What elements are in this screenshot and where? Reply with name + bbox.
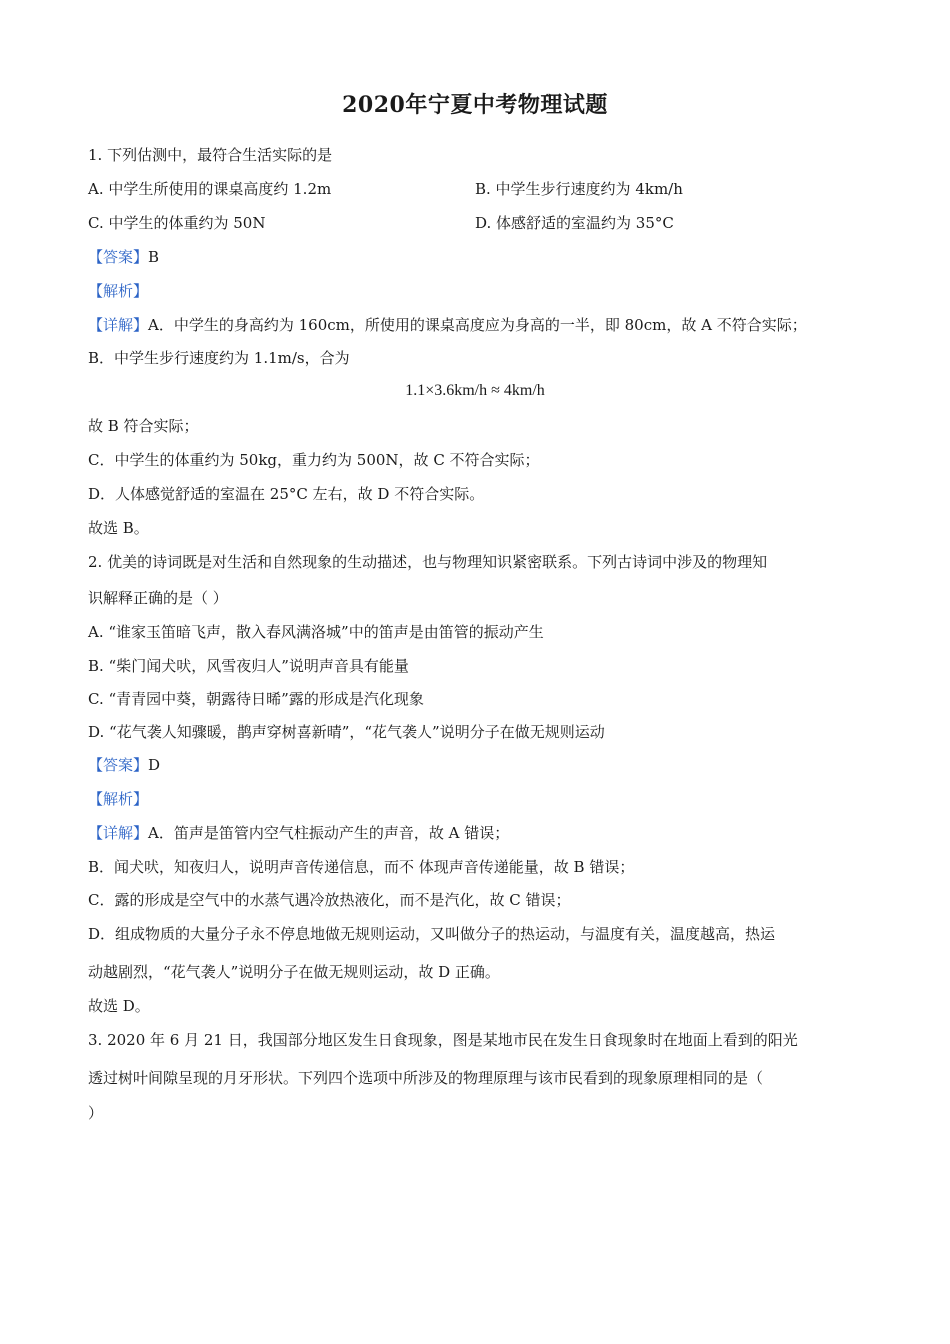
question-3-stem-line3: ）: [88, 1104, 104, 1122]
q1-detail-a: [88, 315, 807, 335]
q2-detail-d-line1: D．组成物质的大量分子永不停息地做无规则运动，又叫做分子的热运动，与温度有关，温度越高，热运: [88, 925, 776, 943]
page-title: 2020年宁夏中考物理试题: [342, 92, 608, 118]
q2-detail-a: [88, 823, 509, 843]
detail-tag: 【详解】: [88, 316, 149, 334]
answer-value: D: [148, 756, 161, 774]
q1-conclusion: 故选 B。: [88, 519, 149, 537]
q1-detail-c: C．中学生的体重约为 50kg，重力约为 500N，故 C 不符合实际；: [88, 451, 540, 469]
q1-detail-b2: 故 B 符合实际；: [88, 417, 199, 435]
q2-detail-d-line2: 动越剧烈，“花气袭人”说明分子在做无规则运动，故 D 正确。: [88, 963, 500, 981]
q2-analysis-tag: 【解析】: [88, 790, 149, 808]
question-3-stem-line2: 透过树叶间隙呈现的月牙形状。下列四个选项中所涉及的物理原理与该市民看到的现象原理相同的是（: [88, 1069, 764, 1087]
q1-detail-b: B．中学生步行速度约为 1.1m/s，合为: [88, 349, 350, 367]
q2-option-a: A. “谁家玉笛暗飞声，散入春风满洛城”中的笛声是由笛管的振动产生: [88, 623, 544, 641]
question-2-stem-line1: 2. 优美的诗词既是对生活和自然现象的生动描述，也与物理知识紧密联系。下列古诗词中涉及的物理知: [88, 553, 768, 571]
q1-detail-d: D．人体感觉舒适的室温在 25°C 左右，故 D 不符合实际。: [88, 485, 485, 503]
q2-conclusion: 故选 D。: [88, 997, 150, 1015]
detail-text: A．笛声是笛管内空气柱振动产生的声音，故 A 错误；: [148, 824, 510, 842]
q2-answer: [88, 755, 160, 775]
q2-option-d: D. “花气袭人知骤暖，鹊声穿树喜新晴”，“花气袭人”说明分子在做无规则运动: [88, 723, 605, 741]
q1-option-c: C. 中学生的体重约为 50N: [88, 214, 266, 232]
answer-tag: 【答案】: [88, 756, 149, 774]
detail-tag: 【详解】: [88, 824, 149, 842]
q2-detail-b: B．闻犬吠，知夜归人，说明声音传递信息，而不 体现声音传递能量，故 B 错误；: [88, 858, 635, 876]
q2-detail-c: C．露的形成是空气中的水蒸气遇冷放热液化，而不是汽化，故 C 错误；: [88, 891, 571, 909]
q1-option-d: D. 体感舒适的室温约为 35°C: [475, 214, 674, 232]
q1-option-a: A. 中学生所使用的课桌高度约 1.2m: [88, 180, 332, 198]
question-1-stem: 1. 下列估测中，最符合生活实际的是: [88, 146, 333, 164]
question-2-stem-line2: 识解释正确的是（ ）: [88, 589, 228, 607]
answer-tag: 【答案】: [88, 248, 149, 266]
detail-text: A．中学生的身高约为 160cm，所使用的课桌高度应为身高的一半，即 80cm，故 A 不符合实际；: [148, 316, 807, 334]
q1-formula: 1.1×3.6km/h ≈ 4km/h: [405, 382, 545, 399]
q2-option-c: C. “青青园中葵，朝露待日晞”露的形成是汽化现象: [88, 690, 424, 708]
q2-option-b: B. “柴门闻犬吠，风雪夜归人”说明声音具有能量: [88, 657, 409, 675]
question-3-stem-line1: 3. 2020 年 6 月 21 日，我国部分地区发生日食现象，图是某地市民在发生日食现象时在地面上看到的阳光: [88, 1031, 798, 1049]
q1-analysis-tag: 【解析】: [88, 282, 149, 300]
q1-option-b: B. 中学生步行速度约为 4km/h: [475, 180, 683, 198]
q1-answer: [88, 247, 159, 267]
answer-value: B: [148, 248, 160, 266]
